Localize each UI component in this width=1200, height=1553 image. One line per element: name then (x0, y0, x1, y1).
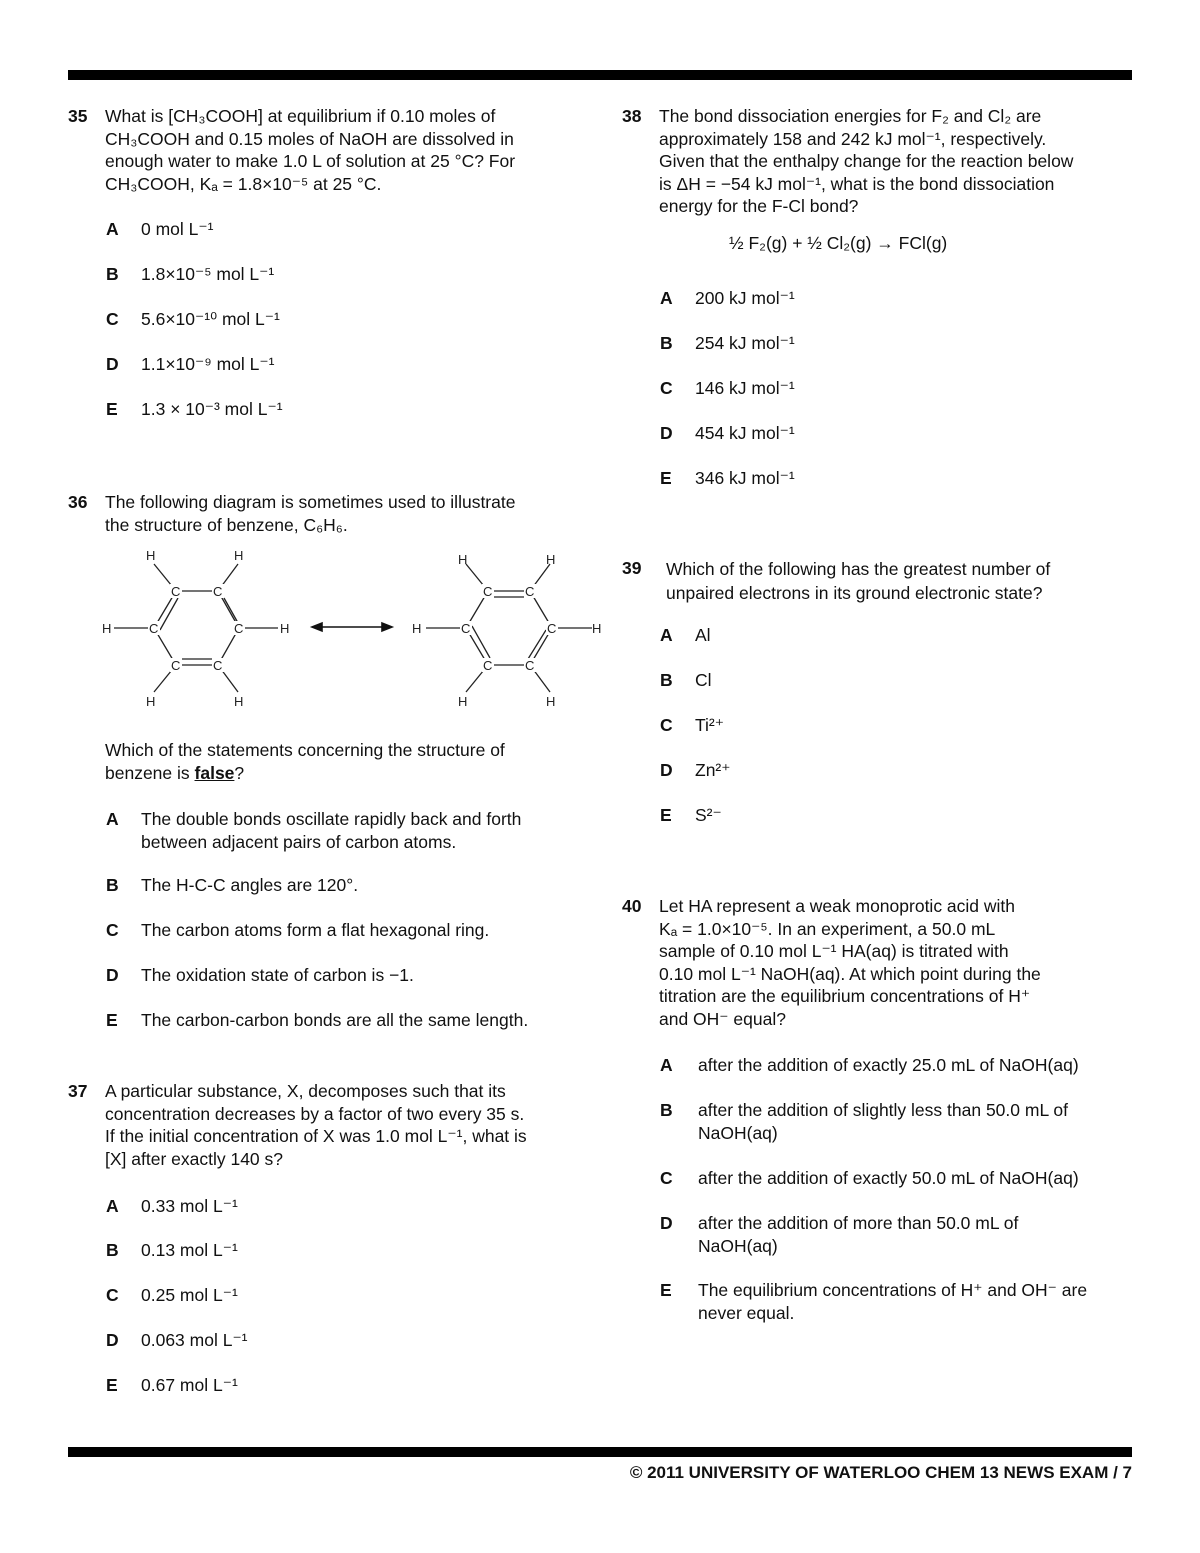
option-text: S²⁻ (695, 805, 722, 825)
question-number: 35 (68, 106, 88, 126)
option-letter: B (106, 264, 119, 284)
question-line: A particular substance, X, decomposes such that its (105, 1081, 506, 1101)
option-text: Cl (695, 670, 712, 690)
question-number: 39 (622, 558, 642, 578)
stem-text: ? (234, 762, 245, 783)
option-letter: A (106, 219, 119, 239)
option-letter: A (660, 288, 673, 308)
option-letter: D (106, 965, 119, 985)
option-line: The double bonds oscillate rapidly back and forth (141, 809, 522, 829)
option-letter: D (660, 760, 673, 780)
option-text: after the addition of exactly 25.0 mL of NaOH(aq) (698, 1055, 1079, 1075)
carbon-label: C (547, 621, 557, 636)
hydrogen-label: H (234, 548, 244, 563)
option-letter: B (660, 670, 673, 690)
option-letter: A (660, 1055, 673, 1075)
question-39 (622, 557, 1142, 847)
question-line: unpaired electrons in its ground electronic state? (666, 583, 1043, 603)
question-line: Kₐ = 1.0×10⁻⁵. In an experiment, a 50.0 mL (659, 918, 996, 939)
option-text: 0.33 mol L⁻¹ (141, 1196, 238, 1216)
option-letter: B (106, 875, 119, 895)
question-line: is ΔH = −54 kJ mol⁻¹, what is the bond dissociation (659, 173, 1055, 194)
option-text: after the addition of exactly 50.0 mL of NaOH(aq) (698, 1168, 1079, 1188)
carbon-label: C (171, 584, 181, 599)
option-letter: D (106, 354, 119, 374)
page-footer: © 2011 UNIVERSITY OF WATERLOO CHEM 13 NEWS EXAM / 7 (629, 1463, 1132, 1482)
option-letter: C (660, 1168, 673, 1188)
option-letter: C (660, 378, 673, 398)
question-line: Given that the enthalpy change for the reaction below (659, 151, 1074, 171)
question-text (105, 491, 515, 536)
resonance-arrow (312, 623, 392, 631)
question-line: approximately 158 and 242 kJ mol⁻¹, respectively. (659, 128, 1047, 149)
option-text: 0.25 mol L⁻¹ (141, 1285, 238, 1305)
option-text (698, 1212, 1018, 1257)
option-text: 5.6×10⁻¹⁰ mol L⁻¹ (141, 309, 280, 329)
carbon-label: C (483, 658, 493, 673)
option-letter: D (660, 1213, 673, 1233)
question-text (105, 1080, 527, 1170)
question-line: [X] after exactly 140 s? (105, 1148, 284, 1169)
option-line: never equal. (698, 1302, 795, 1323)
hydrogen-label: H (280, 621, 290, 636)
option-line: after the addition of more than 50.0 mL of (698, 1213, 1019, 1233)
reaction-equation: ½ F₂(g) + ½ Cl₂(g) → FCl(g) (729, 233, 948, 253)
option-text (698, 1099, 1068, 1144)
option-text: 1.8×10⁻⁵ mol L⁻¹ (141, 264, 275, 284)
option-text: 454 kJ mol⁻¹ (695, 423, 795, 443)
option-text: 1.1×10⁻⁹ mol L⁻¹ (141, 354, 275, 374)
option-text: 1.3 × 10⁻³ mol L⁻¹ (141, 399, 283, 419)
hydrogen-label: H (102, 621, 112, 636)
question-text (659, 895, 1041, 1030)
option-letter: E (106, 1375, 118, 1395)
option-letter: D (660, 423, 673, 443)
benzene-structure-right (426, 564, 592, 692)
question-line: Which of the following has the greatest number of (666, 559, 1051, 579)
carbon-label: C (525, 584, 535, 599)
option-line: NaOH(aq) (698, 1122, 778, 1143)
benzene-resonance-diagram (96, 546, 636, 721)
hydrogen-label: H (234, 694, 244, 709)
question-number: 36 (68, 492, 88, 512)
hydrogen-label: H (146, 694, 156, 709)
question-line: the structure of benzene, C₆H₆. (105, 514, 348, 535)
carbon-label: C (213, 658, 223, 673)
carbon-label: C (483, 584, 493, 599)
option-letter: C (660, 715, 673, 735)
question-text (105, 105, 515, 195)
question-line: sample of 0.10 mol L⁻¹ HA(aq) is titrated with (659, 941, 1009, 961)
question-number: 37 (68, 1081, 88, 1101)
question-35 (68, 105, 588, 445)
question-line: titration are the equilibrium concentrations of H⁺ (659, 986, 1031, 1006)
question-line: and OH⁻ equal? (659, 1008, 786, 1029)
option-text: The carbon-carbon bonds are all the same length. (141, 1010, 529, 1030)
hydrogen-label: H (146, 548, 156, 563)
carbon-label: C (461, 621, 471, 636)
question-line: Which of the statements concerning the structure of (105, 740, 505, 760)
question-line: If the initial concentration of X was 1.0 mol L⁻¹, what is (105, 1126, 527, 1146)
option-line: NaOH(aq) (698, 1235, 778, 1256)
option-text: 254 kJ mol⁻¹ (695, 333, 795, 353)
option-letter: A (106, 809, 119, 829)
hydrogen-label: H (592, 621, 602, 636)
option-letter: E (660, 805, 672, 825)
option-text: The oxidation state of carbon is −1. (141, 965, 414, 985)
hydrogen-label: H (412, 621, 422, 636)
option-letter: E (106, 399, 118, 419)
stem-emphasis: false (194, 762, 235, 783)
benzene-labels-right (412, 552, 601, 709)
option-line: after the addition of slightly less than 50.0 mL of (698, 1100, 1068, 1120)
option-letter: E (660, 468, 672, 488)
option-letter: E (106, 1010, 118, 1030)
question-line: energy for the F-Cl bond? (659, 196, 859, 216)
option-text: 146 kJ mol⁻¹ (695, 378, 795, 398)
option-text: The carbon atoms form a flat hexagonal ring. (141, 920, 490, 940)
question-36 (68, 491, 608, 1051)
option-text: 346 kJ mol⁻¹ (695, 468, 795, 488)
carbon-label: C (234, 621, 244, 636)
question-text (666, 557, 1050, 605)
option-text: 200 kJ mol⁻¹ (695, 288, 795, 308)
question-line: Let HA represent a weak monoprotic acid with (659, 896, 1016, 916)
question-number: 38 (622, 106, 642, 126)
question-line (105, 762, 505, 785)
question-line: concentration decreases by a factor of two every 35 s. (105, 1103, 525, 1124)
hydrogen-label: H (546, 552, 556, 567)
hydrogen-label: H (458, 694, 468, 709)
option-text: 0.13 mol L⁻¹ (141, 1240, 238, 1260)
question-40 (622, 895, 1142, 1335)
question-line: CH₃COOH and 0.15 moles of NaOH are dissolved in (105, 128, 514, 149)
top-rule (68, 70, 1132, 80)
option-letter: C (106, 920, 119, 940)
option-text: Ti²⁺ (695, 715, 724, 735)
question-stem (105, 739, 505, 784)
carbon-label: C (149, 621, 159, 636)
option-letter: A (660, 625, 673, 645)
option-text (698, 1279, 1087, 1324)
carbon-label: C (213, 584, 223, 599)
option-letter: B (660, 333, 673, 353)
option-letter: C (106, 1285, 119, 1305)
option-letter: A (106, 1196, 119, 1216)
question-text (659, 105, 1073, 218)
question-38 (622, 105, 1142, 505)
question-line: The bond dissociation energies for F₂ and Cl₂ are (659, 106, 1042, 126)
carbon-label: C (525, 658, 535, 673)
option-letter: B (660, 1100, 673, 1120)
option-text: 0.67 mol L⁻¹ (141, 1375, 238, 1395)
option-letter: C (106, 309, 119, 329)
question-37 (68, 1080, 608, 1410)
question-line: 0.10 mol L⁻¹ NaOH(aq). At which point during the (659, 963, 1041, 984)
question-line: The following diagram is sometimes used to illustrate (105, 492, 516, 512)
bottom-rule (68, 1447, 1132, 1457)
question-number: 40 (622, 896, 642, 916)
option-letter: B (106, 1240, 119, 1260)
option-line: The equilibrium concentrations of H⁺ and OH⁻ are (698, 1280, 1088, 1300)
double-bond-line (528, 630, 546, 659)
question-line: enough water to make 1.0 L of solution at 25 °C? For (105, 151, 516, 171)
option-line: between adjacent pairs of carbon atoms. (141, 831, 457, 852)
option-text: The H-C-C angles are 120°. (141, 875, 359, 895)
hydrogen-label: H (546, 694, 556, 709)
option-text: 0.063 mol L⁻¹ (141, 1330, 248, 1350)
carbon-label: C (171, 658, 181, 673)
option-text (141, 808, 521, 853)
option-letter: D (106, 1330, 119, 1350)
question-line: What is [CH₃COOH] at equilibrium if 0.10 moles of (105, 106, 496, 126)
benzene-structure-left (114, 564, 278, 692)
option-text: 0 mol L⁻¹ (141, 219, 214, 239)
stem-text: benzene is (105, 762, 195, 783)
hydrogen-label: H (458, 552, 468, 567)
option-letter: E (660, 1280, 672, 1300)
option-text: Al (695, 625, 711, 645)
question-line: CH₃COOH, Kₐ = 1.8×10⁻⁵ at 25 °C. (105, 173, 382, 194)
option-text: Zn²⁺ (695, 760, 731, 780)
